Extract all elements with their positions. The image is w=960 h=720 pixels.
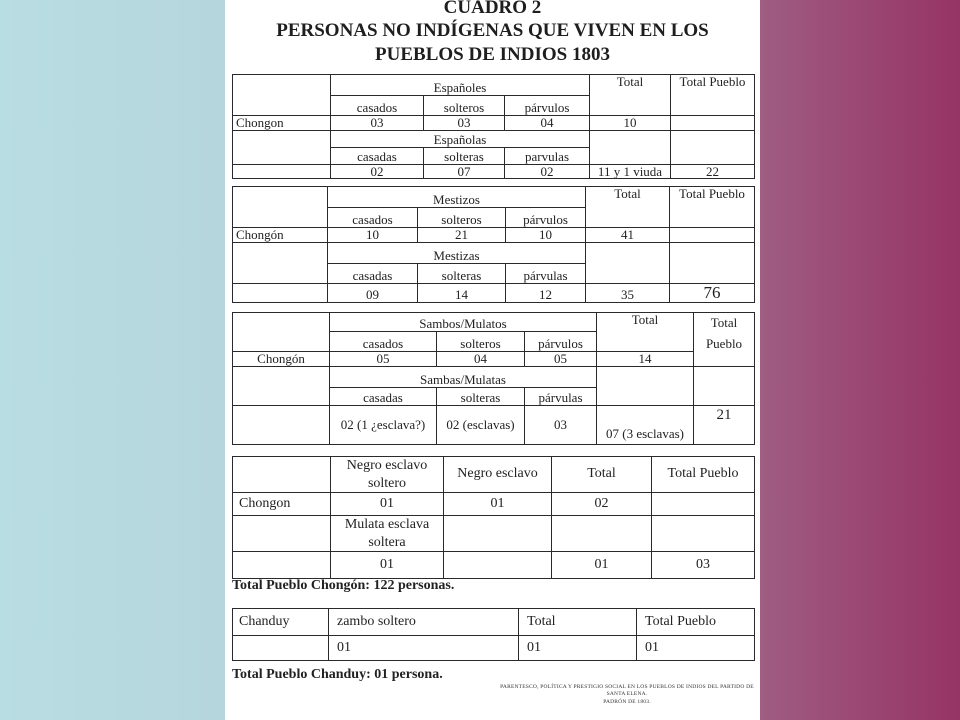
table-cell bbox=[233, 313, 330, 352]
value-cell: 04 bbox=[505, 116, 590, 131]
place-name: Chongon bbox=[233, 493, 331, 516]
place-name: Chongón bbox=[233, 228, 328, 243]
table-cell bbox=[233, 636, 329, 661]
column-header: casadas bbox=[330, 388, 437, 406]
place-name: Chongon bbox=[233, 116, 331, 131]
table-mestizos bbox=[232, 186, 755, 303]
value-cell: 10 bbox=[506, 228, 586, 243]
value-cell: 03 bbox=[525, 406, 597, 445]
column-header: solteros bbox=[424, 96, 505, 116]
value-cell: 05 bbox=[330, 352, 437, 367]
footnote-line2: PADRÓN DE 1803. bbox=[603, 698, 651, 705]
value-cell: 02 (esclavas) bbox=[437, 406, 525, 445]
total-pueblo-header: Total Pueblo bbox=[671, 75, 755, 116]
value-cell: 04 bbox=[437, 352, 525, 367]
table-cell bbox=[233, 130, 331, 164]
column-header: casadas bbox=[328, 264, 418, 284]
group-header: Sambas/Mulatas bbox=[330, 367, 597, 388]
column-header: solteras bbox=[424, 147, 505, 164]
summary-chanduy: Total Pueblo Chanduy: 01 persona. bbox=[232, 667, 443, 682]
table-cell bbox=[233, 164, 331, 179]
value-cell: 07 bbox=[424, 164, 505, 179]
group-header: Españoles bbox=[331, 75, 590, 96]
table-cell bbox=[586, 243, 670, 284]
value-cell: 03 bbox=[424, 116, 505, 131]
table-cell bbox=[694, 367, 755, 406]
column-header: Negro esclavo soltero bbox=[331, 457, 444, 493]
table-espanoles bbox=[232, 74, 755, 179]
column-header: solteros bbox=[418, 208, 506, 228]
pueblo-total-cell: 03 bbox=[652, 552, 755, 579]
place-name: Chongón bbox=[233, 352, 330, 367]
document-page bbox=[225, 0, 760, 720]
value-cell: 01 bbox=[331, 493, 444, 516]
pueblo-total-cell: 21 bbox=[694, 406, 755, 445]
table-sambos-mulatos bbox=[232, 312, 755, 445]
table-cell bbox=[670, 228, 755, 243]
column-header: Negro esclavo bbox=[444, 457, 552, 493]
total-header: Total bbox=[597, 313, 694, 352]
footnote-line1: PARENTESCO, POLÍTICA Y PRESTIGIO SOCIAL EN LOS PUEBLOS DE INDIOS DEL PARTIDO DE SANTA ELENA. bbox=[500, 684, 754, 698]
table-cell bbox=[233, 284, 328, 303]
total-cell: 11 y 1 viuda bbox=[590, 164, 671, 179]
total-header: Total bbox=[590, 75, 671, 116]
total-cell: 10 bbox=[590, 116, 671, 131]
table-cell bbox=[671, 116, 755, 131]
value-cell: 02 bbox=[505, 164, 590, 179]
table-cell bbox=[233, 75, 331, 116]
table-cell bbox=[444, 516, 552, 552]
value-cell: 01 bbox=[444, 493, 552, 516]
total-pueblo-header: Total Pueblo bbox=[652, 457, 755, 493]
value-cell: 03 bbox=[331, 116, 424, 131]
pueblo-total-cell: 76 bbox=[670, 284, 755, 303]
column-header: casados bbox=[330, 332, 437, 352]
column-header: solteras bbox=[418, 264, 506, 284]
total-pueblo-header: Total Pueblo bbox=[637, 609, 755, 636]
footnote bbox=[497, 684, 757, 706]
group-header: Mestizas bbox=[328, 243, 586, 264]
page-subtitle-line1: PERSONAS NO INDÍGENAS QUE VIVEN EN LOS bbox=[276, 20, 709, 41]
value-cell: 02 (1 ¿esclava?) bbox=[330, 406, 437, 445]
value-cell: 05 bbox=[525, 352, 597, 367]
column-header: zambo soltero bbox=[329, 609, 519, 636]
value-cell: 02 bbox=[331, 164, 424, 179]
summary-chongon: Total Pueblo Chongón: 122 personas. bbox=[232, 578, 455, 593]
total-header: Total bbox=[519, 609, 637, 636]
group-header: Sambos/Mulatos bbox=[330, 313, 597, 332]
value-cell: 21 bbox=[418, 228, 506, 243]
table-cell bbox=[652, 493, 755, 516]
group-header: Españolas bbox=[331, 130, 590, 147]
value-cell: 14 bbox=[418, 284, 506, 303]
table-cell bbox=[233, 243, 328, 284]
table-cell bbox=[233, 406, 330, 445]
column-header: Mulata esclava soltera bbox=[331, 516, 444, 552]
total-cell: 07 (3 esclavas) bbox=[597, 406, 694, 445]
value-cell: 01 bbox=[331, 552, 444, 579]
value-cell: 09 bbox=[328, 284, 418, 303]
group-header: Mestizos bbox=[328, 187, 586, 208]
total-cell: 14 bbox=[597, 352, 694, 367]
table-cell bbox=[671, 130, 755, 164]
table-cell bbox=[444, 552, 552, 579]
table-cell bbox=[233, 187, 328, 228]
table-cell bbox=[670, 243, 755, 284]
table-cell bbox=[233, 552, 331, 579]
page-subtitle-line2: PUEBLOS DE INDIOS 1803 bbox=[375, 44, 610, 65]
column-header: parvulas bbox=[505, 147, 590, 164]
total-cell: 01 bbox=[552, 552, 652, 579]
table-chanduy bbox=[232, 608, 755, 661]
value-cell: 10 bbox=[328, 228, 418, 243]
total-pueblo-header: Total Pueblo bbox=[694, 313, 755, 367]
total-pueblo-header: Total Pueblo bbox=[670, 187, 755, 228]
total-cell: 41 bbox=[586, 228, 670, 243]
column-header: casadas bbox=[331, 147, 424, 164]
pueblo-total-cell: 22 bbox=[671, 164, 755, 179]
column-header: solteras bbox=[437, 388, 525, 406]
table-esclavos bbox=[232, 456, 755, 579]
value-cell: 12 bbox=[506, 284, 586, 303]
place-name: Chanduy bbox=[233, 609, 329, 636]
column-header: solteros bbox=[437, 332, 525, 352]
column-header: párvulas bbox=[525, 388, 597, 406]
column-header: párvulos bbox=[505, 96, 590, 116]
table-cell bbox=[233, 457, 331, 493]
value-cell: 01 bbox=[329, 636, 519, 661]
pueblo-total-cell: 01 bbox=[637, 636, 755, 661]
column-header: casados bbox=[328, 208, 418, 228]
column-header: párvulas bbox=[506, 264, 586, 284]
column-header: párvulos bbox=[525, 332, 597, 352]
total-cell: 35 bbox=[586, 284, 670, 303]
total-cell: 02 bbox=[552, 493, 652, 516]
total-cell: 01 bbox=[519, 636, 637, 661]
table-cell bbox=[233, 516, 331, 552]
column-header: casados bbox=[331, 96, 424, 116]
total-header: Total bbox=[552, 457, 652, 493]
page-title: CUADRO 2 bbox=[443, 0, 542, 18]
table-cell bbox=[590, 130, 671, 164]
table-cell bbox=[652, 516, 755, 552]
total-header: Total bbox=[586, 187, 670, 228]
table-cell bbox=[552, 516, 652, 552]
table-cell bbox=[233, 367, 330, 406]
table-cell bbox=[597, 367, 694, 406]
column-header: párvulos bbox=[506, 208, 586, 228]
